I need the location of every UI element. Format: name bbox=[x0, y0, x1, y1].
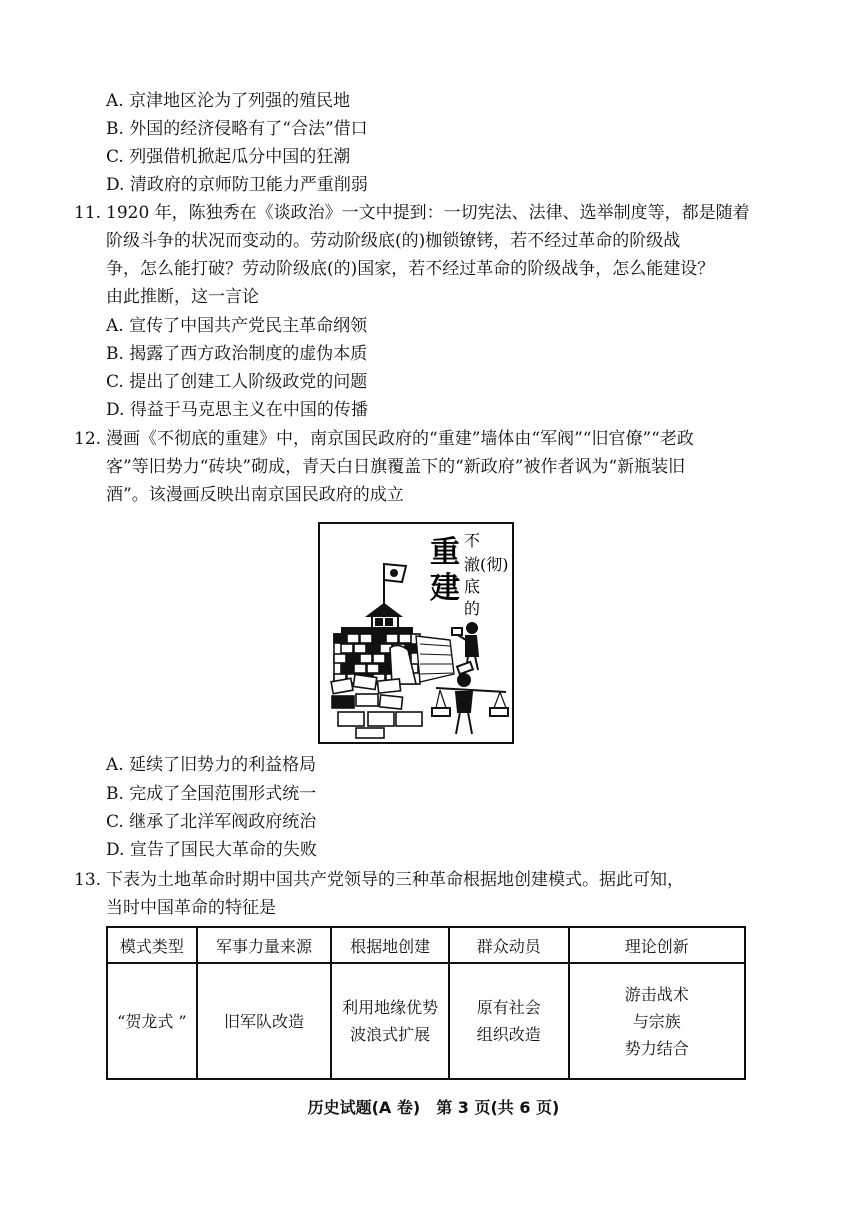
q11-option-c: C. 提出了创建工人阶级政党的问题 bbox=[106, 372, 368, 392]
q11-stem-line-2: 阶级斗争的状况而变动的。劳动阶级底(的)枷锁镣铐，若不经过革命的阶级战 bbox=[106, 231, 681, 251]
cartoon-drawing bbox=[320, 524, 512, 742]
cartoon-not-4: 的 bbox=[464, 599, 481, 618]
table-header-row bbox=[107, 927, 745, 963]
q11-option-d: D. 得益于马克思主义在中国的传播 bbox=[106, 400, 368, 420]
q12-number: 12. bbox=[74, 429, 102, 449]
q12-option-a: A. 延续了旧势力的利益格局 bbox=[106, 755, 317, 775]
wall-brick bbox=[354, 644, 366, 653]
q12-option-d: D. 宣告了国民大革命的失败 bbox=[106, 840, 317, 860]
header-base-creation: 根据地创建 bbox=[331, 927, 449, 963]
q13-stem-line-2: 当时中国革命的特征是 bbox=[106, 898, 276, 918]
q10-option-b: B. 外国的经济侵略有了“合法”借口 bbox=[106, 119, 368, 139]
q11-stem-line-3: 争，怎么能打破？劳动阶级底(的)国家，若不经过革命的阶级战争，怎么能建设？ bbox=[106, 259, 715, 279]
wall-brick bbox=[367, 644, 379, 653]
wall-brick bbox=[347, 654, 359, 663]
cell-base-creation: 利用地缘优势 波浪式扩展 bbox=[331, 963, 449, 1079]
cartoon-not-1: 不 bbox=[464, 531, 481, 550]
wall-brick bbox=[347, 634, 359, 643]
q13-stem-line-1: 13. 下表为土地革命时期中国共产党领导的三种革命根据地创建模式。据此可知， bbox=[74, 870, 684, 890]
wall-brick bbox=[373, 654, 385, 663]
wall-brick bbox=[334, 634, 346, 643]
cartoon-image bbox=[318, 522, 514, 744]
wall-brick bbox=[386, 634, 398, 643]
cell-military-source: 旧军队改造 bbox=[197, 963, 332, 1079]
porter-figure bbox=[432, 674, 508, 734]
brick-wall bbox=[334, 634, 420, 684]
flag-icon bbox=[384, 564, 406, 608]
page-footer: 历史试题(A 卷) 第 3 页(共 6 页) bbox=[307, 1098, 560, 1117]
header-mode-type: 模式类型 bbox=[107, 927, 197, 963]
header-theory-innovation: 理论创新 bbox=[569, 927, 745, 963]
wall-brick bbox=[341, 644, 353, 653]
q11-stem-line-4: 由此推断，这一言论 bbox=[106, 287, 259, 307]
q12-option-c: C. 继承了北洋军阀政府统治 bbox=[106, 812, 317, 832]
worker-figure bbox=[452, 623, 478, 674]
header-military-source: 军事力量来源 bbox=[197, 927, 332, 963]
q12-stem-line-3: 酒”。该漫画反映出南京国民政府的成立 bbox=[106, 485, 404, 505]
city-gate-icon bbox=[342, 604, 412, 634]
q11-option-b: B. 揭露了西方政治制度的虚伪本质 bbox=[106, 344, 368, 364]
wall-brick bbox=[334, 654, 346, 663]
q12-stem-line-2: 客”等旧势力“砖块”砌成，青天白日旗覆盖下的“新政府”被作者讽为“新瓶装旧 bbox=[106, 457, 686, 477]
revolution-base-table bbox=[106, 926, 746, 1080]
q11-number: 11. bbox=[74, 203, 102, 223]
table-row bbox=[107, 963, 745, 1079]
cartoon-not-3: 底 bbox=[464, 577, 481, 596]
wall-brick bbox=[360, 654, 372, 663]
wall-brick bbox=[341, 664, 353, 673]
wall-brick bbox=[354, 664, 366, 673]
cartoon-title-char-1: 重 bbox=[430, 535, 460, 570]
q11-option-a: A. 宣传了中国共产党民主革命纲领 bbox=[106, 316, 368, 336]
wall-brick bbox=[373, 634, 385, 643]
wall-brick bbox=[399, 634, 411, 643]
q12-option-b: B. 完成了全国范围形式统一 bbox=[106, 784, 317, 804]
cell-mode-type: “贺龙式 ” bbox=[107, 963, 197, 1079]
cell-mass-mobilization: 原有社会 组织改造 bbox=[449, 963, 569, 1079]
q10-option-c: C. 列强借机掀起瓜分中国的狂潮 bbox=[106, 147, 351, 167]
header-mass-mobilization: 群众动员 bbox=[449, 927, 569, 963]
q13-number: 13. bbox=[74, 870, 102, 890]
cartoon-title-char-2: 建 bbox=[430, 571, 460, 606]
wall-brick bbox=[360, 634, 372, 643]
q10-option-d: D. 清政府的京师防卫能力严重削弱 bbox=[106, 175, 368, 195]
cartoon-not-2: 澈(彻) bbox=[464, 555, 509, 574]
q10-option-a: A. 京津地区沦为了列强的殖民地 bbox=[106, 91, 351, 111]
cell-theory-innovation: 游击战术 与宗族 势力结合 bbox=[569, 963, 745, 1079]
q12-stem-line-1: 12. 漫画《不彻底的重建》中，南京国民政府的“重建”墙体由“军阀”“旧官僚”“老政 bbox=[74, 429, 694, 449]
wall-brick bbox=[367, 664, 379, 673]
q11-stem-line-1: 11. 1920 年，陈独秀在《谈政治》一文中提到：一切宪法、法律、选举制度等，都是随着 bbox=[74, 203, 750, 223]
